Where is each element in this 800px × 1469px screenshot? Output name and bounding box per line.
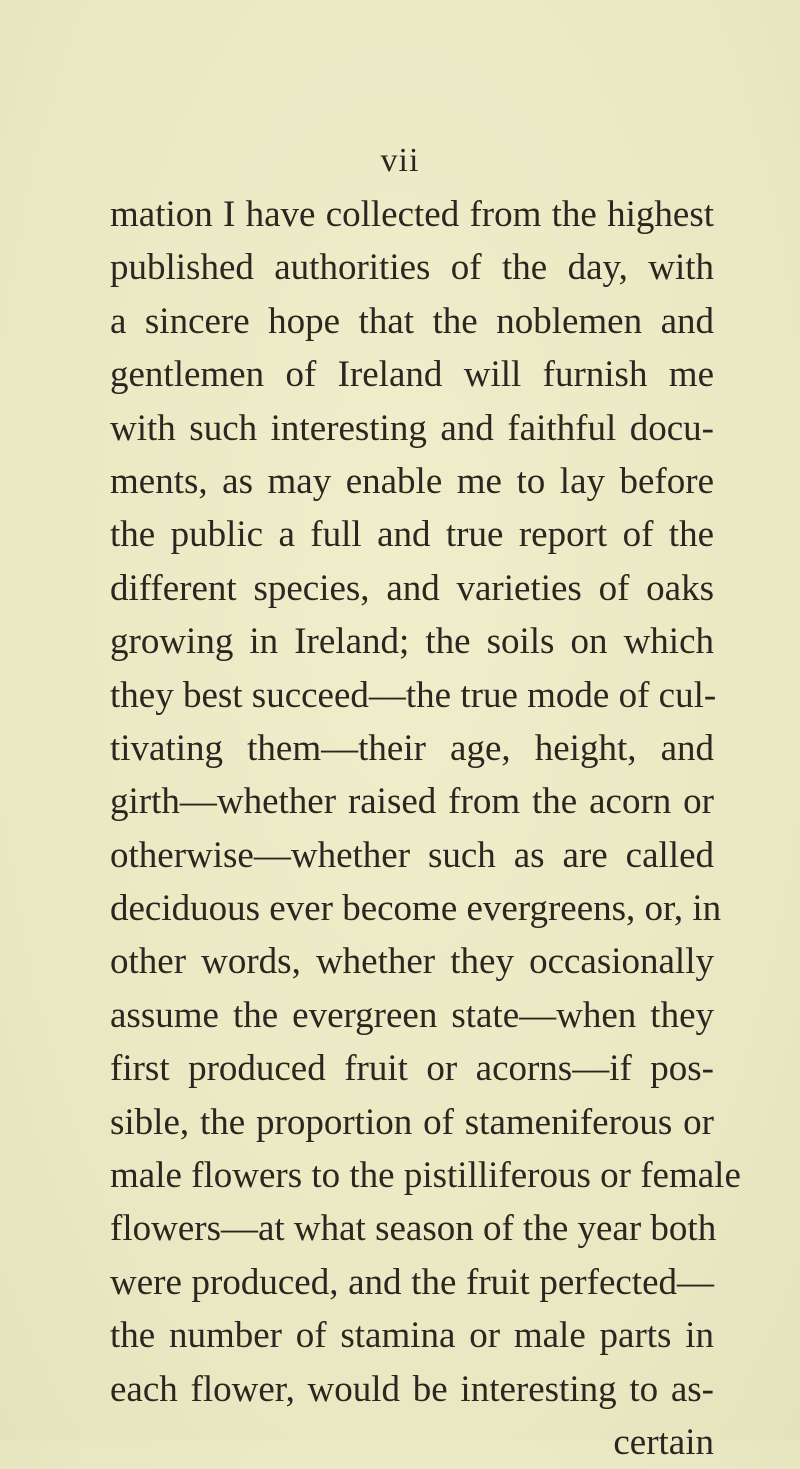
text-line-22: the number of stamina or male parts in — [110, 1315, 714, 1357]
text-line-20: flowers—at what season of the year both — [110, 1208, 717, 1250]
text-line-7: the public a full and true report of the — [110, 514, 714, 556]
text-line-16: assume the evergreen state—when they — [110, 994, 714, 1036]
text-line-8: different species, and varieties of oaks — [110, 567, 714, 609]
text-line-11: tivating them—their age, height, and — [110, 727, 714, 769]
body-text — [110, 188, 741, 1469]
text-line-9: growing in Ireland; the soils on which — [110, 621, 714, 663]
text-line-17: first produced fruit or acorns—if pos- — [110, 1048, 714, 1090]
text-line-21: were produced, and the fruit perfected— — [110, 1261, 714, 1303]
text-line-15: other words, whether they occasionally — [110, 941, 714, 983]
text-line-19: male flowers to the pistilliferous or female — [110, 1155, 741, 1197]
text-line-18: sible, the proportion of stameniferous or — [110, 1101, 714, 1143]
text-line-2: published authorities of the day, with — [110, 247, 714, 289]
text-line-3: a sincere hope that the noblemen and — [110, 300, 714, 342]
text-line-1: mation I have collected from the highest — [110, 194, 714, 235]
text-line-12: girth—whether raised from the acorn or — [110, 781, 714, 823]
text-line-23: each flower, would be interesting to as- — [110, 1368, 714, 1410]
text-line-6: ments, as may enable me to lay before — [110, 460, 714, 502]
text-line-10: they best succeed—the true mode of cul- — [110, 674, 717, 716]
text-line-5: with such interesting and faithful docu- — [110, 407, 714, 449]
page-number: vii — [380, 142, 420, 179]
catchword: certain — [613, 1421, 714, 1463]
text-line-4: gentlemen of Ireland will furnish me — [110, 354, 714, 396]
text-line-13: otherwise—whether such as are called — [110, 834, 714, 876]
text-line-14: deciduous ever become evergreens, or, in — [110, 888, 722, 930]
